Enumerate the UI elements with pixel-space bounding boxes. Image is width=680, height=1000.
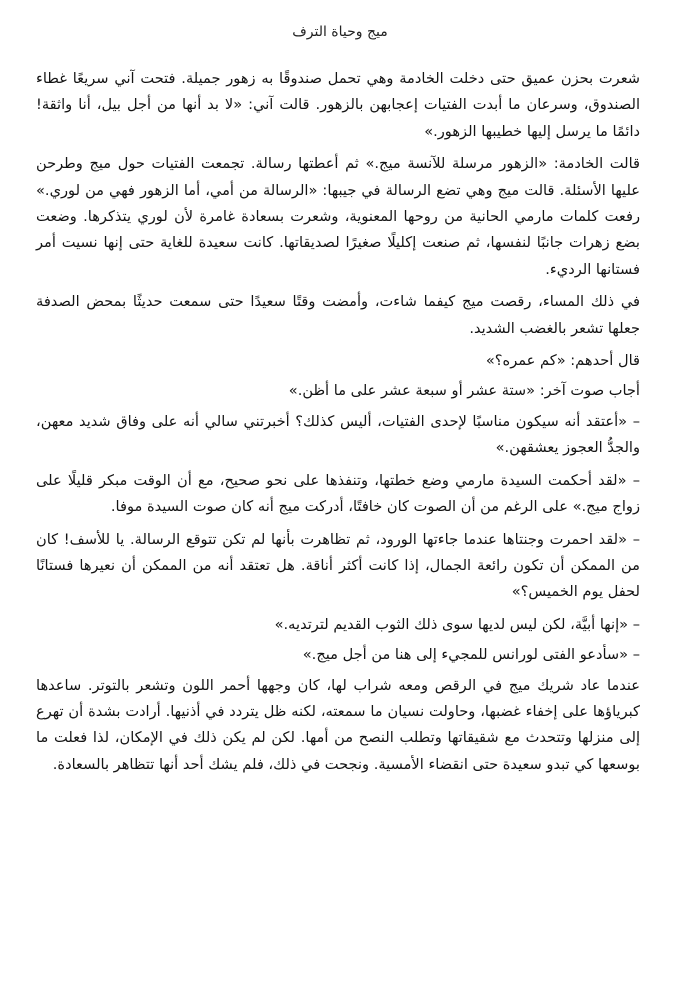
body-text	[36, 66, 640, 784]
paragraph-6: – «أعتقد أنه سيكون مناسبًا لإحدى الفتيات، أليس كذلك؟ أخبرتني سالي أنه على وفاق شديد معهن، والجدُّ العجوز يعشقهن.»	[36, 412, 640, 457]
paragraph-3: في ذلك المساء، رقصت ميج كيفما شاءت، وأمضت وقتًا سعيدًا حتى سمعت حديثًا بمحض الصدفة جعلها تشعر بالغضب الشديد.	[36, 293, 640, 337]
paragraph-5: أجاب صوت آخر: «ستة عشر أو سبعة عشر على ما أظن.»	[288, 382, 640, 400]
paragraph-1: شعرت بحزن عميق حتى دخلت الخادمة وهي تحمل صندوقًا به زهور جميلة. فتحت آني سريعًا غطاء الصندوق، وسرعان ما أبدت الفتيات إعجابهن بالزهور. قالت آني: «لا بد أنها من أجل بيل، أنا واثقة! دائمًا ما يرسل إليها خطيبها الزهور.»	[36, 70, 640, 140]
paragraph-4: قال أحدهم: «كم عمره؟»	[485, 352, 640, 370]
paragraph-2: قالت الخادمة: «الزهور مرسلة للآنسة ميج.» ثم أعطتها رسالة. تجمعت الفتيات حول ميج وطرحن عليها الأسئلة. قالت ميج وهي تضع الرسالة في جيبها: «الرسالة من أمي، أما الزهور فهي من لوري.» رفعت كلمات مارمي الحانية من روحها المعنوية، وشعرت بسعادة غامرة لأن لوري يتذكرها. وضعت بضع زهرات جانبًا لنفسها، ثم صنعت إكليلًا صغيرًا لصديقاتها. كانت سعيدة للغاية حتى إنها نسيت أمر فستانها الرديء.	[36, 155, 640, 278]
paragraph-9: – «إنها أبيَّة، لكن ليس لديها سوى ذلك الثوب القديم لترتديه.»	[274, 615, 640, 633]
running-header-title: ميج وحياة الترف	[292, 24, 388, 40]
paragraph-7: – «لقد أحكمت السيدة مارمي وضع خطتها، وتنفذها على نحو صحيح، مع أن الوقت مبكر قليلًا على زواج ميج.» على الرغم من أن الصوت كان خافتًا، أدركت ميج أنه كان صوت السيدة موفا.	[36, 471, 640, 516]
paragraph-10: – «سأدعو الفتى لورانس للمجيء إلى هنا من أجل ميج.»	[302, 646, 640, 664]
paragraph-11: عندما عاد شريك ميج في الرقص ومعه شراب لها، كان وجهها أحمر اللون وتشعر بالتوتر. ساعدها كبرياؤها على إخفاء غضبها، وحاولت نسيان ما سمعته، لكنه ظل يتردد في أذنيها. أرادت بشدة أن تهرع إلى منزلها وتتحدث مع شقيقاتها وتطلب النصح من أمها. لكن لم يكن ذلك في الإمكان، لذا فعلت ما بوسعها كي تبدو سعيدة حتى انقضاء الأمسية. ونجحت في ذلك، فلم يشك أحد أنها تتظاهر بالسعادة.	[36, 676, 640, 773]
paragraph-8: – «لقد احمرت وجنتاها عندما جاءتها الورود، ثم تظاهرت بأنها لم تكن تتوقع الرسالة. يا للأسف! كان من الممكن أن تكون رائعة الجمال، إذا كانت أكثر أناقة. هل تعتقد أنه من الممكن أن نعيرها فستانًا لحفل يوم الخميس؟»	[36, 530, 640, 601]
